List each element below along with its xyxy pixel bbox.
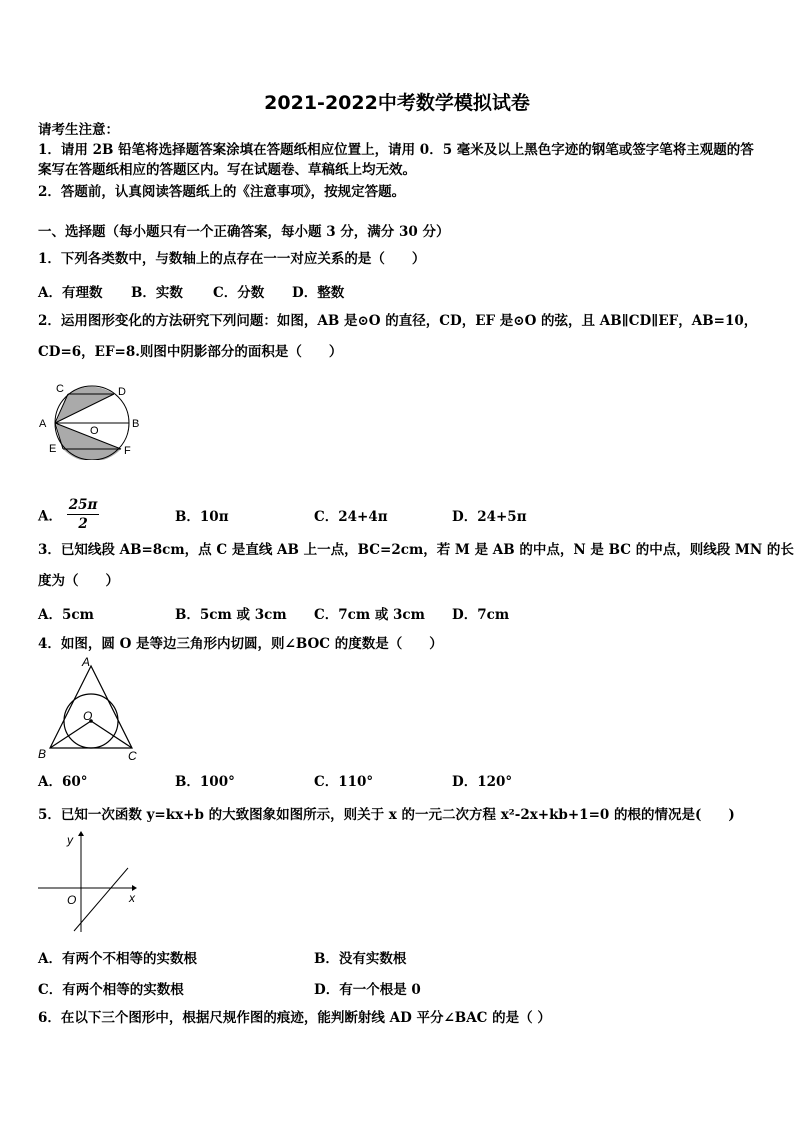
question-2-stem-line-2: CD=6，EF=8.则图中阴影部分的面积是（ ）: [38, 344, 343, 360]
page-title: 2021-2022中考数学模拟试卷: [264, 92, 530, 114]
question-4-option-a: A．60°: [38, 774, 88, 790]
label-a: A: [82, 655, 91, 669]
question-6-stem: 6．在以下三个图形中，根据尺规作图的痕迹，能判断射线 AD 平分∠BAC 的是（ ）: [38, 1010, 551, 1026]
label-x: x: [129, 891, 135, 905]
label-origin: O: [67, 893, 77, 907]
question-3-stem-line-2: 度为（ ）: [38, 573, 119, 589]
notice-item-1-line-1: 1．请用 2B 铅笔将选择题答案涂填在答题纸相应位置上，请用 0．5 毫米及以上黑色字迹的钢笔或签字笔将主观题的答: [38, 142, 754, 158]
question-2-figure: [36, 378, 146, 460]
question-3-option-b: B．5cm 或 3cm: [175, 607, 287, 623]
question-4-option-b: B．100°: [175, 774, 235, 790]
question-4-stem: 4．如图，圆 O 是等边三角形内切圆，则∠BOC 的度数是（ ）: [38, 636, 443, 652]
question-2-option-a-prefix: A．: [38, 508, 62, 525]
question-1-option-d: D．整数: [292, 285, 345, 301]
question-2-option-c: C．24+4π: [314, 509, 388, 525]
label-y: y: [67, 833, 73, 847]
question-1-stem: 1．下列各类数中，与数轴上的点存在一一对应关系的是（ ）: [38, 251, 426, 267]
question-3-option-c: C．7cm 或 3cm: [314, 607, 425, 623]
question-3-option-a: A．5cm: [38, 607, 94, 623]
question-5-figure: [36, 828, 142, 934]
notice-item-1-line-2: 案写在答题纸相应的答题区内。写在试题卷、草稿纸上均无效。: [38, 162, 416, 178]
question-2-option-a-fraction: [67, 496, 100, 533]
question-5-option-c: C．有两个相等的实数根: [38, 982, 184, 998]
question-5-option-d: D．有一个根是 0: [314, 982, 421, 998]
question-4-option-d: D．120°: [452, 774, 513, 790]
shaded-region-top: [56, 387, 114, 423]
question-2-option-a: [38, 496, 99, 533]
question-5-stem: 5．已知一次函数 y=kx+b 的大致图象如图所示，则关于 x 的一元二次方程 x²-2x+kb+1=0 的根的情况是( ): [38, 807, 735, 823]
label-b: B: [38, 747, 47, 761]
question-3-stem-line-1: 3．已知线段 AB=8cm，点 C 是直线 AB 上一点，BC=2cm，若 M 是 AB 的中点，N 是 BC 的中点，则线段 MN 的长: [38, 542, 794, 558]
label-c: C: [128, 749, 137, 763]
label-o: O: [83, 709, 93, 723]
label-f: F: [124, 445, 131, 457]
label-d: D: [118, 386, 126, 398]
label-c: C: [56, 383, 64, 395]
question-5-option-b: B．没有实数根: [314, 951, 407, 967]
question-1-option-c: C．分数: [213, 285, 265, 301]
question-4-option-c: C．110°: [314, 774, 374, 790]
notice-heading: 请考生注意：: [38, 122, 119, 138]
question-1-option-b: B．实数: [131, 285, 183, 301]
question-2-option-b: B．10π: [175, 509, 229, 525]
question-2-option-d: D．24+5π: [452, 509, 527, 525]
label-b: B: [132, 418, 140, 430]
section-heading: 一、选择题（每小题只有一个正确答案，每小题 3 分，满分 30 分）: [38, 224, 450, 240]
question-2-stem-line-1: 2．运用图形变化的方法研究下列问题：如图，AB 是⊙O 的直径，CD，EF 是⊙O 的弦，且 AB∥CD∥EF，AB=10，: [38, 313, 758, 329]
function-line: [74, 868, 128, 931]
equilateral-triangle: [50, 666, 132, 748]
label-a: A: [39, 418, 47, 430]
question-1-option-a: A．有理数: [38, 285, 103, 301]
question-4-figure: [36, 654, 142, 764]
notice-item-2: 2．答题前，认真阅读答题纸上的《注意事项》，按规定答题。: [38, 184, 406, 200]
question-3-option-d: D．7cm: [452, 607, 510, 623]
fraction-numerator: 25π: [68, 497, 98, 513]
question-5-option-a: A．有两个不相等的实数根: [38, 951, 197, 967]
label-o: O: [90, 425, 99, 437]
label-e: E: [49, 443, 57, 455]
fraction-denominator: 2: [78, 516, 88, 532]
